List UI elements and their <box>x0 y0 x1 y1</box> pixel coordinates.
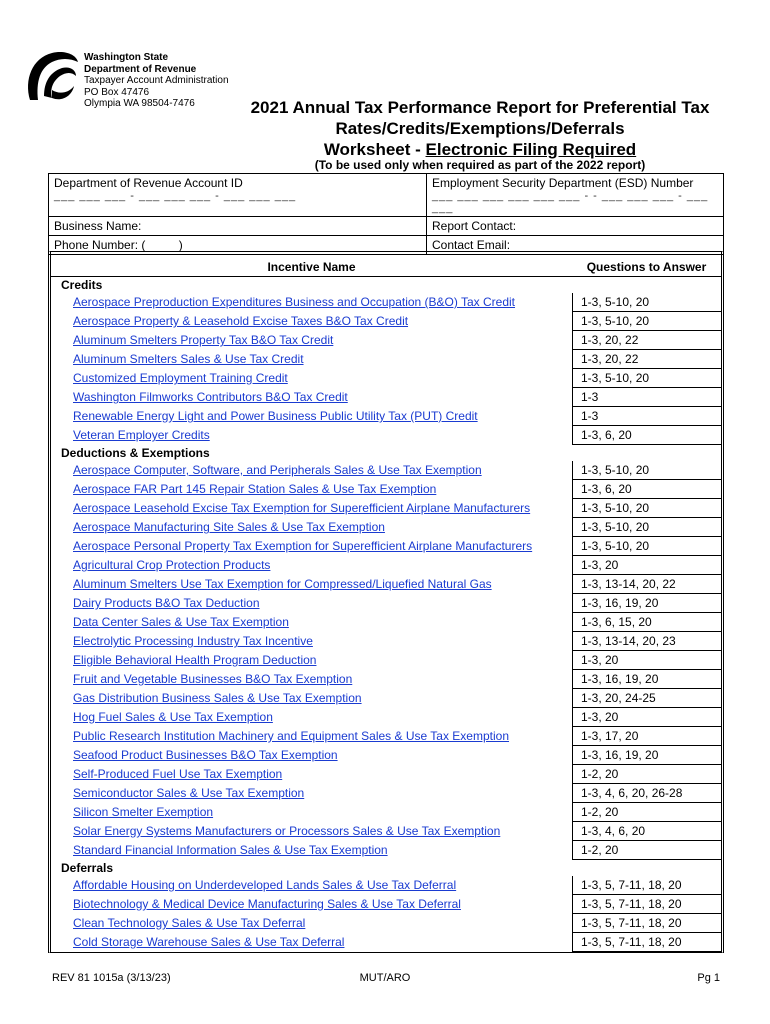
page-number: Pg 1 <box>697 972 720 984</box>
questions-cell: 1-3, 13-14, 20, 23 <box>572 632 721 651</box>
questions-cell: 1-3, 6, 15, 20 <box>572 613 721 632</box>
questions-cell: 1-3, 6, 20 <box>572 426 721 445</box>
questions-header: Questions to Answer <box>586 260 707 274</box>
incentive-table-header <box>51 252 721 277</box>
table-row <box>51 556 721 575</box>
incentive-link[interactable]: Aerospace Computer, Software, and Peripherals Sales & Use Tax Exemption <box>73 463 482 477</box>
incentive-link[interactable]: Dairy Products B&O Tax Deduction <box>73 596 260 610</box>
incentive-link[interactable]: Aerospace Preproduction Expenditures Business and Occupation (B&O) Tax Credit <box>73 295 516 309</box>
table-row <box>51 388 721 407</box>
questions-cell: 1-3, 16, 19, 20 <box>572 746 721 765</box>
table-row <box>51 746 721 765</box>
questions-cell: 1-3, 5, 7-11, 18, 20 <box>572 933 721 952</box>
page-title <box>232 97 728 160</box>
questions-cell: 1-3, 5-10, 20 <box>572 312 721 331</box>
phone-number-field[interactable]: Phone Number: ( ) <box>49 236 427 255</box>
questions-cell: 1-2, 20 <box>572 803 721 822</box>
title-line-3-prefix: Worksheet - <box>323 140 426 159</box>
incentive-link[interactable]: Biotechnology & Medical Device Manufacturing Sales & Use Tax Deferral <box>73 897 461 911</box>
table-row <box>51 708 721 727</box>
questions-cell: 1-3, 5-10, 20 <box>572 499 721 518</box>
questions-cell: 1-3 <box>572 388 721 407</box>
business-name-field[interactable]: Business Name: <box>49 217 427 236</box>
questions-cell: 1-3, 5-10, 20 <box>572 293 721 312</box>
incentive-table <box>48 251 724 953</box>
incentive-link[interactable]: Hog Fuel Sales & Use Tax Exemption <box>73 710 273 724</box>
table-row <box>51 293 721 312</box>
table-row <box>51 426 721 445</box>
questions-cell: 1-2, 20 <box>572 841 721 860</box>
questions-cell: 1-3, 5, 7-11, 18, 20 <box>572 895 721 914</box>
contact-email-field[interactable]: Contact Email: <box>427 236 724 255</box>
questions-cell: 1-3, 16, 19, 20 <box>572 670 721 689</box>
incentive-link[interactable]: Eligible Behavioral Health Program Deduction <box>73 653 317 667</box>
agency-state: Washington State <box>84 52 169 63</box>
table-row <box>51 727 721 746</box>
agency-po-box: PO Box 47476 <box>84 86 150 98</box>
questions-cell: 1-3, 20 <box>572 708 721 727</box>
incentive-link[interactable]: Aerospace Manufacturing Site Sales & Use Tax Exemption <box>73 520 385 534</box>
incentive-link[interactable]: Cold Storage Warehouse Sales & Use Tax Deferral <box>73 935 345 949</box>
report-contact-field[interactable]: Report Contact: <box>427 217 724 236</box>
table-row <box>51 803 721 822</box>
agency-address <box>84 52 229 110</box>
incentive-link[interactable]: Gas Distribution Business Sales & Use Tax Exemption <box>73 691 362 705</box>
table-row <box>51 461 721 480</box>
agency-division: Taxpayer Account Administration <box>84 75 229 86</box>
incentive-link[interactable]: Clean Technology Sales & Use Tax Deferral <box>73 916 306 930</box>
table-row <box>51 480 721 499</box>
incentive-link[interactable]: Aluminum Smelters Use Tax Exemption for Compressed/Liquefied Natural Gas <box>73 577 492 591</box>
incentive-link[interactable]: Aluminum Smelters Property Tax B&O Tax Credit <box>73 333 334 347</box>
incentive-name-header: Incentive Name <box>267 260 356 274</box>
incentive-table-body <box>51 277 721 952</box>
incentive-link[interactable]: Agricultural Crop Protection Products <box>73 558 271 572</box>
incentive-link[interactable]: Electrolytic Processing Industry Tax Incentive <box>73 634 313 648</box>
title-line-1: 2021 Annual Tax Performance Report for Preferential Tax <box>250 98 710 117</box>
incentive-link[interactable]: Silicon Smelter Exemption <box>73 805 214 819</box>
table-row <box>51 632 721 651</box>
questions-cell: 1-3, 20, 22 <box>572 350 721 369</box>
table-row <box>51 933 721 952</box>
dor-account-placeholder: ___ ___ ___ - ___ ___ ___ - ___ ___ ___ <box>54 190 297 202</box>
questions-cell: 1-3, 4, 6, 20, 26-28 <box>572 784 721 803</box>
incentive-link[interactable]: Customized Employment Training Credit <box>73 371 288 385</box>
table-row <box>51 876 721 895</box>
incentive-link[interactable]: Veteran Employer Credits <box>73 428 210 442</box>
page-subtitle: (To be used only when required as part of the 2022 report) <box>314 158 646 172</box>
questions-cell: 1-3, 5-10, 20 <box>572 518 721 537</box>
questions-cell: 1-3, 4, 6, 20 <box>572 822 721 841</box>
table-row <box>51 613 721 632</box>
table-row <box>51 537 721 556</box>
table-row <box>51 651 721 670</box>
table-row <box>51 670 721 689</box>
incentive-link[interactable]: Seafood Product Businesses B&O Tax Exemption <box>73 748 338 762</box>
questions-cell: 1-3, 5-10, 20 <box>572 537 721 556</box>
questions-cell: 1-3, 17, 20 <box>572 727 721 746</box>
incentive-link[interactable]: Aerospace Personal Property Tax Exemption for Superefficient Airplane Manufacturers <box>73 539 533 553</box>
incentive-link[interactable]: Renewable Energy Light and Power Business Public Utility Tax (PUT) Credit <box>73 409 478 423</box>
table-row <box>51 914 721 933</box>
dor-logo <box>22 50 80 102</box>
table-row <box>51 407 721 426</box>
incentive-link[interactable]: Solar Energy Systems Manufacturers or Processors Sales & Use Tax Exemption <box>73 824 501 838</box>
incentive-link[interactable]: Standard Financial Information Sales & Use Tax Exemption <box>73 843 388 857</box>
title-line-2: Rates/Credits/Exemptions/Deferrals <box>335 119 625 138</box>
agency-department: Department of Revenue <box>84 63 197 75</box>
table-row <box>51 350 721 369</box>
account-info-table <box>48 173 724 255</box>
table-row <box>51 784 721 803</box>
questions-cell: 1-3, 13-14, 20, 22 <box>572 575 721 594</box>
esd-number-field[interactable] <box>427 174 724 217</box>
incentive-link[interactable]: Washington Filmworks Contributors B&O Tax Credit <box>73 390 348 404</box>
questions-cell: 1-3, 20 <box>572 556 721 575</box>
incentive-link[interactable]: Fruit and Vegetable Businesses B&O Tax Exemption <box>73 672 353 686</box>
title-line-3-emphasis: Electronic Filing Required <box>425 140 637 159</box>
table-row <box>51 312 721 331</box>
table-row <box>51 518 721 537</box>
dor-account-label: Department of Revenue Account ID <box>54 176 243 190</box>
table-row <box>51 331 721 350</box>
incentive-link[interactable]: Self-Produced Fuel Use Tax Exemption <box>73 767 283 781</box>
incentive-link[interactable]: Affordable Housing on Underdeveloped Lands Sales & Use Tax Deferral <box>73 878 457 892</box>
incentive-link[interactable]: Aluminum Smelters Sales & Use Tax Credit <box>73 352 304 366</box>
incentive-link[interactable]: Aerospace Leasehold Excise Tax Exemption for Superefficient Airplane Manufacturers <box>73 501 531 515</box>
incentive-link[interactable]: Semiconductor Sales & Use Tax Exemption <box>73 786 305 800</box>
questions-cell: 1-3, 5-10, 20 <box>572 369 721 388</box>
questions-cell: 1-3, 16, 19, 20 <box>572 594 721 613</box>
questions-cell: 1-3, 20, 24-25 <box>572 689 721 708</box>
questions-cell: 1-3 <box>572 407 721 426</box>
agency-city: Olympia WA 98504-7476 <box>84 98 195 109</box>
questions-cell: 1-2, 20 <box>572 765 721 784</box>
incentive-link[interactable]: Aerospace FAR Part 145 Repair Station Sales & Use Tax Exemption <box>73 482 437 496</box>
section-heading: Deductions & Exemptions <box>61 446 210 460</box>
incentive-link[interactable]: Data Center Sales & Use Tax Exemption <box>73 615 289 629</box>
questions-cell: 1-3, 20, 22 <box>572 331 721 350</box>
table-row <box>51 841 721 860</box>
dor-account-field[interactable] <box>49 174 427 217</box>
table-row <box>51 765 721 784</box>
footer-center: MUT/ARO <box>359 972 411 984</box>
table-row <box>51 689 721 708</box>
questions-cell: 1-3, 5, 7-11, 18, 20 <box>572 914 721 933</box>
questions-cell: 1-3, 20 <box>572 651 721 670</box>
form-number: REV 81 1015a (3/13/23) <box>52 972 171 984</box>
section-heading: Credits <box>61 278 103 292</box>
incentive-link[interactable]: Aerospace Property & Leasehold Excise Taxes B&O Tax Credit <box>73 314 409 328</box>
esd-number-placeholder: ___ ___ ___ ___ ___ ___ - - ___ ___ ___ - ___ ___ <box>432 190 709 214</box>
section-heading: Deferrals <box>61 861 114 875</box>
table-row <box>51 822 721 841</box>
table-row <box>51 369 721 388</box>
esd-number-label: Employment Security Department (ESD) Number <box>432 176 694 190</box>
questions-cell: 1-3, 5, 7-11, 18, 20 <box>572 876 721 895</box>
table-row <box>51 575 721 594</box>
table-row <box>51 895 721 914</box>
questions-cell: 1-3, 6, 20 <box>572 480 721 499</box>
table-row <box>51 594 721 613</box>
questions-cell: 1-3, 5-10, 20 <box>572 461 721 480</box>
incentive-link[interactable]: Public Research Institution Machinery and Equipment Sales & Use Tax Exemption <box>73 729 510 743</box>
title-line-3 <box>232 139 728 160</box>
table-row <box>51 499 721 518</box>
